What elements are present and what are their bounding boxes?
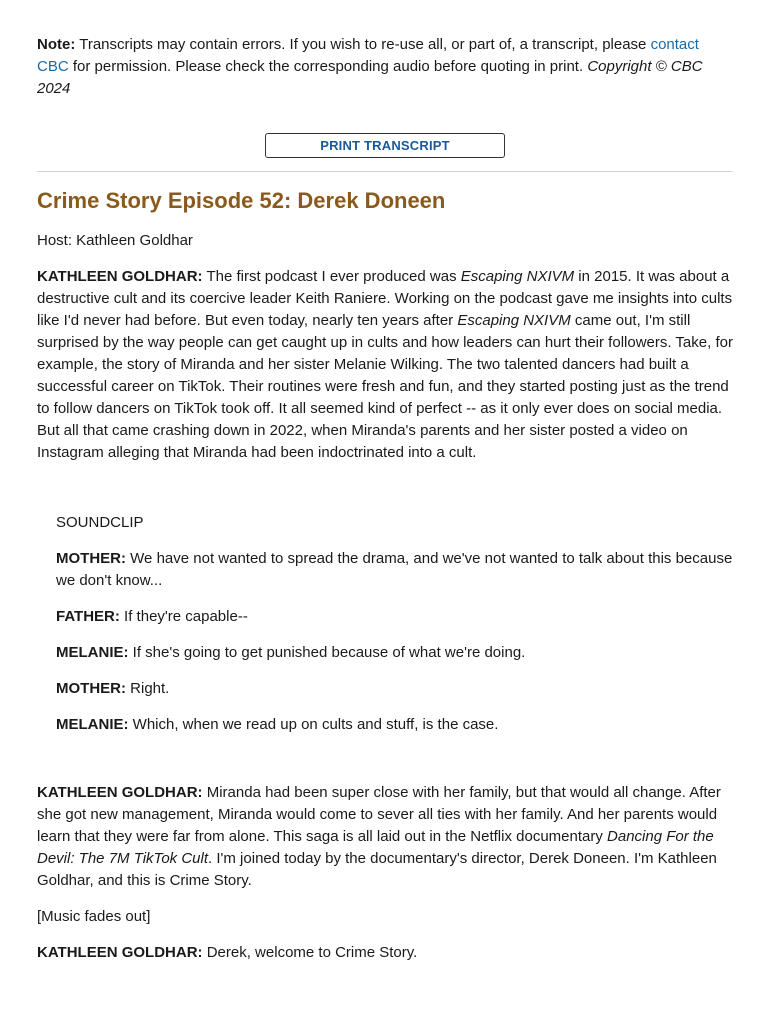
speaker-label: MELANIE: [56,644,129,661]
speaker-label: KATHLEEN GOLDHAR: [37,944,203,961]
note-label: Note: [37,36,76,53]
soundclip-label: SOUNDCLIP [56,514,144,531]
paragraph-text: Miranda had been super close with her family, but that would all change. After she got new management, Miranda would come to sever all ties with her family. And her parents would learn that they were far from alone. This saga is all laid out in the Netflix documentary [37,784,721,845]
print-button-container [37,133,733,158]
soundclip-block [56,512,733,736]
line-text: Which, when we read up on cults and stuff, is the case. [128,716,499,733]
soundclip-line [56,714,733,736]
paragraph-text: Derek, welcome to Crime Story. [202,944,418,961]
paragraph-text: came out, I'm still surprised by the way people can get caught up in cults and how leaders can hurt their followers. Take, for example, the story of Miranda and her sister Melanie Wilking. The two talented dancers had built a successful career on TikTok. Their routines were fresh and fun, and they started posting just as the trend to follow dancers on TikTok took off. It all seemed kind of perfect -- as it only ever does on social media. But all that came crashing down in 2022, when Miranda's parents and her sister posted a video on Instagram alleging that Miranda had been indoctrinated into a cult. [37,312,733,461]
soundclip-line [56,548,733,592]
italic-title: Escaping NXIVM [460,268,575,285]
contact-cbc-link[interactable]: contact CBC [37,36,699,75]
italic-title: Escaping NXIVM [457,312,571,329]
episode-title: Crime Story Episode 52: Derek Doneen [37,188,446,213]
header-divider [37,171,733,172]
transcript-page [37,0,733,964]
speaker-label: MELANIE: [56,716,129,733]
line-text: Right. [126,680,170,697]
intro-paragraph [37,266,733,464]
speaker-label: KATHLEEN GOLDHAR: [37,784,203,801]
paragraph-text: The first podcast I ever produced was [202,268,461,285]
line-text: We have not wanted to spread the drama, and we've not wanted to talk about this because we don't know... [56,550,733,589]
line-text: If she's going to get punished because of what we're doing. [128,644,526,661]
paragraph-text: in 2015. It was about a destructive cult and its coercive leader Keith Raniere. Working on the podcast gave me insights into cults like I'd never had before. But even today, nearly ten years after [37,268,733,329]
music-cue: [Music fades out] [37,908,151,925]
line-text: If they're capable-- [119,608,248,625]
soundclip-line [56,606,733,628]
speaker-label: KATHLEEN GOLDHAR: [37,268,203,285]
note-text-after: for permission. Please check the corresponding audio before quoting in print. [68,58,588,75]
speaker-label: FATHER: [56,608,120,625]
print-transcript-button[interactable]: PRINT TRANSCRIPT [265,133,505,158]
italic-title: Dancing For the Devil: The 7M TikTok Cult [37,828,714,867]
soundclip-line [56,642,733,664]
host-paragraph [37,782,733,892]
soundclip-line [56,678,733,700]
host-paragraph [37,942,733,964]
host-line: Host: Kathleen Goldhar [37,232,193,249]
paragraph-text: . I'm joined today by the documentary's director, Derek Doneen. I'm Kathleen Goldhar, and this is Crime Story. [37,850,717,889]
note-text-before: Transcripts may contain errors. If you wish to re-use all, or part of, a transcript, please [75,36,651,53]
speaker-label: MOTHER: [56,550,126,567]
speaker-label: MOTHER: [56,680,126,697]
transcript-note [37,34,733,100]
copyright-text: Copyright © CBC 2024 [37,58,703,97]
